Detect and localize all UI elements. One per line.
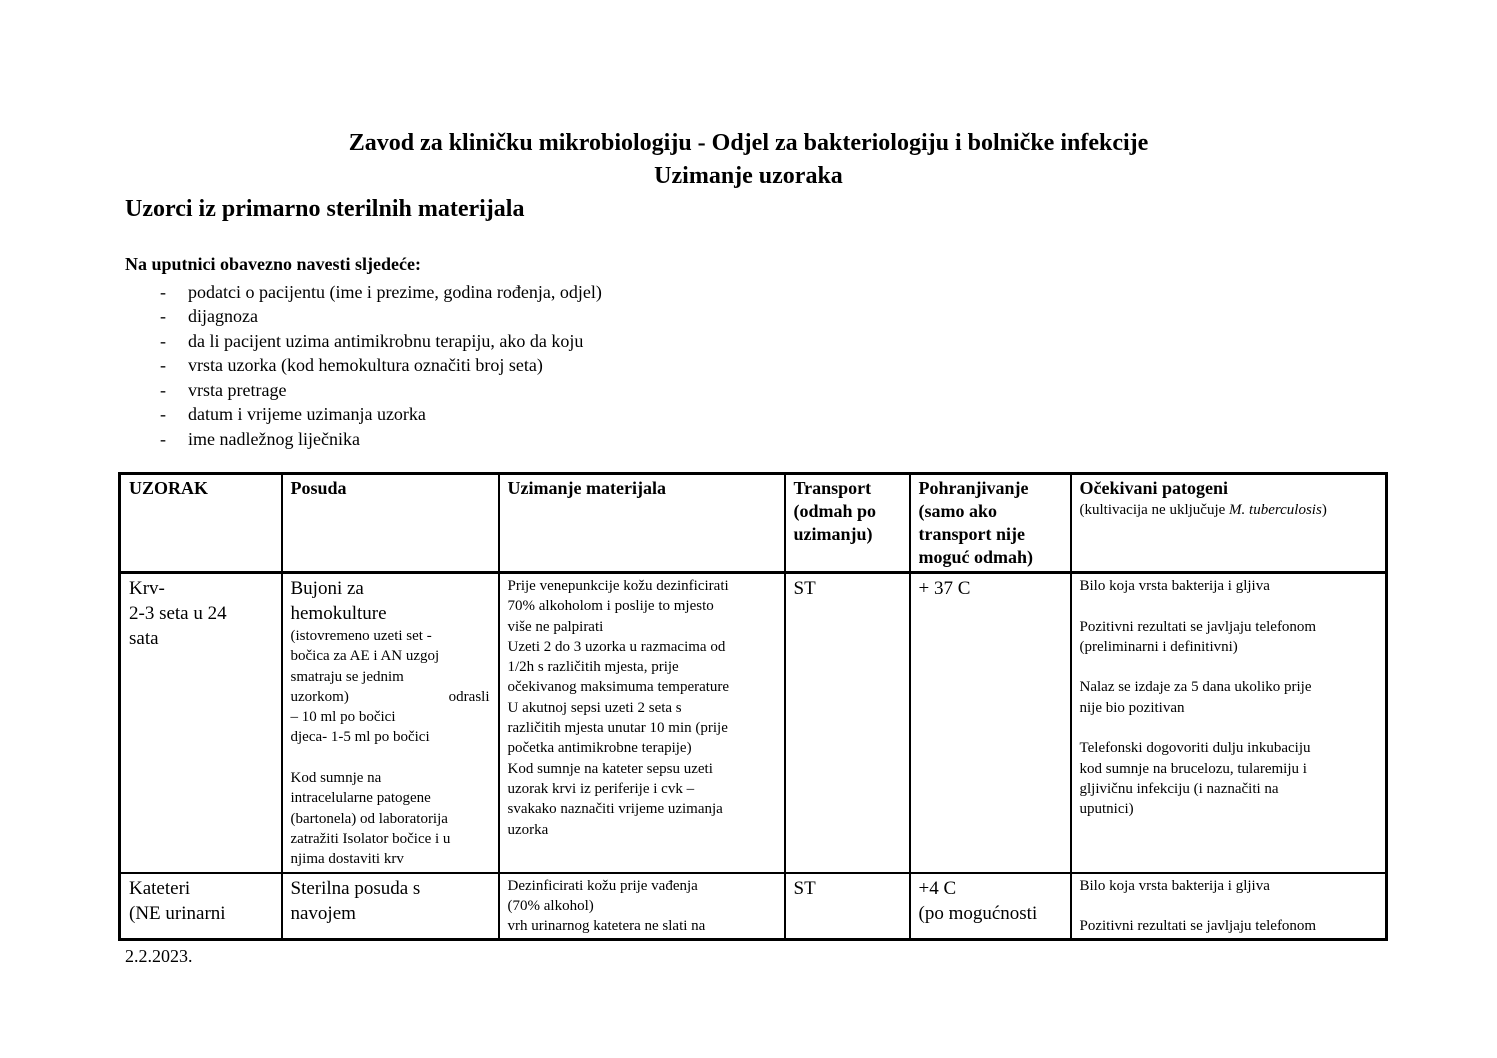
cell-line: više ne palpirati: [507, 618, 604, 635]
cell-pohranjivanje: [910, 573, 1071, 873]
column-header-label: Pohranjivanje: [918, 478, 1029, 498]
cell-line: očekivanog maksimuma temperature: [507, 679, 730, 696]
cell-line: 1/2h s različitih mjesta, prije: [507, 659, 679, 676]
cell-line: intracelularne patogene: [290, 790, 431, 807]
cell-line: U akutnoj sepsi uzeti 2 seta s: [507, 699, 682, 716]
cell-line: +4 C: [918, 877, 957, 899]
cell-posuda: [282, 873, 499, 940]
notes-block: [125, 252, 602, 451]
column-header-label: Očekivani patogeni: [1079, 478, 1229, 498]
column-header-sublabel: (samo ako transport nije moguć odmah): [918, 501, 1034, 567]
cell-line: [1080, 718, 1378, 738]
document-title: Zavod za kliničku mikrobiologiju - Odjel za bakteriologiju i bolničke infekcije: [348, 130, 1149, 156]
note-list: [125, 280, 602, 452]
cell-line: Kod sumnje na: [290, 770, 382, 787]
column-header-uzorak: [120, 474, 282, 573]
samples-table: [118, 472, 1388, 941]
cell-lines: [129, 876, 273, 926]
cell-line: djeca- 1-5 ml po bočici: [290, 729, 430, 746]
cell-line: hemokulture: [290, 603, 387, 624]
note-item: - dijagnoza: [160, 304, 602, 329]
cell-lines: [508, 576, 776, 840]
column-header-sublabel: [1080, 500, 1378, 520]
cell-line: [1080, 596, 1378, 616]
cell-line: Pozitivni rezultati se javljaju telefonom: [1079, 618, 1317, 635]
cell-line: navojem: [290, 902, 356, 924]
cell-lines: [291, 876, 490, 926]
cell-transport: [785, 873, 910, 940]
table-row-kateteri: [120, 873, 1387, 940]
note-item: - ime nadležnog liječnika: [160, 427, 602, 452]
column-header-label: Transport: [793, 478, 872, 498]
title-block: [0, 127, 1497, 193]
document-subtitle: Uzimanje uzoraka: [654, 163, 843, 189]
column-header-uzimanje-materijala: [499, 474, 785, 573]
sublabel-text: ): [1321, 502, 1327, 518]
cell-line: uzorak krvi iz periferije i cvk –: [507, 780, 695, 797]
cell-lines: [129, 576, 273, 651]
column-header-label: Uzimanje materijala: [507, 478, 666, 498]
column-header-posuda: [282, 474, 499, 573]
cell-ocekivani-patogeni: [1071, 873, 1387, 940]
cell-line: početka antimikrobne terapije): [507, 740, 692, 757]
cell-line: njima dostaviti krv: [290, 851, 404, 868]
cell-uzimanje-materijala: [499, 873, 785, 940]
column-header-sublabel: (odmah po uzimanju): [793, 501, 877, 544]
notes-heading: Na uputnici obavezno navesti sljedeće:: [125, 254, 421, 274]
note-item: - vrsta pretrage: [160, 378, 602, 403]
cell-line: [1080, 657, 1378, 677]
sublabel-species-italic: M. tuberculosis: [1229, 502, 1322, 518]
cell-line: – 10 ml po bočici: [290, 709, 396, 726]
cell-posuda: [282, 573, 499, 873]
cell-lines: [508, 876, 776, 937]
cell-line: Dezinficirati kožu prije vađenja: [507, 877, 698, 894]
cell-line: [1080, 896, 1378, 916]
cell-line: Nalaz se izdaje za 5 dana ukoliko prije: [1079, 679, 1312, 696]
cell-line: sata: [129, 628, 159, 649]
column-header-transport: [785, 474, 910, 573]
cell-line: različitih mjesta unutar 10 min (prije: [507, 720, 728, 737]
cell-uzorak: [120, 873, 282, 940]
column-header-label: UZORAK: [129, 478, 209, 498]
note-item: - vrsta uzorka (kod hemokultura označiti broj seta): [160, 353, 602, 378]
column-header-label: Posuda: [290, 478, 347, 498]
column-header-pohranjivanje: [910, 474, 1071, 573]
note-item: - podatci o pacijentu (ime i prezime, godina rođenja, odjel): [160, 280, 602, 305]
cell-line: Kod sumnje na kateter sepsu uzeti: [507, 760, 713, 777]
cell-lines: [1080, 876, 1378, 937]
note-item: - datum i vrijeme uzimanja uzorka: [160, 402, 602, 427]
column-header-ocekivani-patogeni: [1071, 474, 1387, 573]
cell-line: 70% alkoholom i poslije to mjesto: [507, 598, 714, 615]
section-heading: Uzorci iz primarno sterilnih materijala: [125, 196, 525, 222]
cell-line: (istovremeno uzeti set -: [290, 628, 432, 644]
cell-line: Krv-: [129, 578, 165, 599]
cell-line: (preliminarni i definitivni): [1079, 638, 1238, 655]
cell-line: Bujoni za: [290, 578, 364, 599]
cell-line: Bilo koja vrsta bakterija i gljiva: [1079, 578, 1270, 594]
cell-line: uzorkom) odrasli: [290, 688, 490, 705]
cell-lines: [919, 876, 1062, 926]
cell-line: ST: [793, 877, 816, 899]
cell-lines: [291, 576, 490, 626]
cell-line: (70% alkohol): [507, 897, 594, 914]
cell-pohranjivanje: [910, 873, 1071, 940]
cell-line: svakako naznačiti vrijeme uzimanja: [507, 801, 723, 818]
sublabel-text: (kultivacija ne uključuje: [1079, 502, 1230, 518]
cell-lines: [291, 626, 490, 870]
cell-lines: [919, 576, 1062, 601]
cell-line: uzorka: [507, 821, 549, 838]
cell-line: Bilo koja vrsta bakterija i gljiva: [1079, 877, 1270, 894]
cell-line: 2-3 seta u 24: [129, 603, 227, 624]
cell-transport: [785, 573, 910, 873]
document-date: 2.2.2023.: [125, 946, 193, 966]
cell-line: (NE urinarni: [129, 902, 226, 924]
cell-line: gljivičnu infekciju (i naznačiti na: [1079, 780, 1279, 797]
cell-line: ST: [793, 578, 816, 599]
cell-line: + 37 C: [918, 578, 971, 599]
note-item: - da li pacijent uzima antimikrobnu terapiju, ako da koju: [160, 329, 602, 354]
cell-line: vrh urinarnog katetera ne slati na: [507, 918, 706, 935]
cell-line: Kateteri: [129, 877, 191, 899]
cell-line: (bartonela) od laboratorija: [290, 810, 448, 827]
cell-line: Telefonski dogovoriti dulju inkubaciju: [1079, 740, 1311, 757]
cell-ocekivani-patogeni: [1071, 573, 1387, 873]
cell-line: uputnici): [1079, 801, 1134, 818]
cell-uzorak: [120, 573, 282, 873]
cell-line: (po mogućnosti: [918, 902, 1038, 924]
cell-line: Pozitivni rezultati se javljaju telefonom: [1079, 918, 1317, 935]
cell-uzimanje-materijala: [499, 573, 785, 873]
cell-line: Uzeti 2 do 3 uzorka u razmacima od: [507, 638, 726, 655]
table-row-krv: [120, 573, 1387, 873]
cell-line: nije bio pozitivan: [1079, 699, 1185, 716]
cell-line: [291, 748, 490, 768]
table-header-row: [120, 474, 1387, 573]
cell-line: kod sumnje na brucelozu, tularemiju i: [1079, 760, 1307, 777]
cell-line: Prije venepunkcije kožu dezinficirati: [507, 578, 729, 594]
cell-line: zatražiti Isolator bočice i u: [290, 830, 451, 847]
cell-line: Sterilna posuda s: [290, 877, 421, 899]
cell-line: smatraju se jednim: [290, 668, 404, 685]
cell-lines: [1080, 576, 1378, 820]
cell-line: bočica za AE i AN uzgoj: [290, 648, 440, 665]
